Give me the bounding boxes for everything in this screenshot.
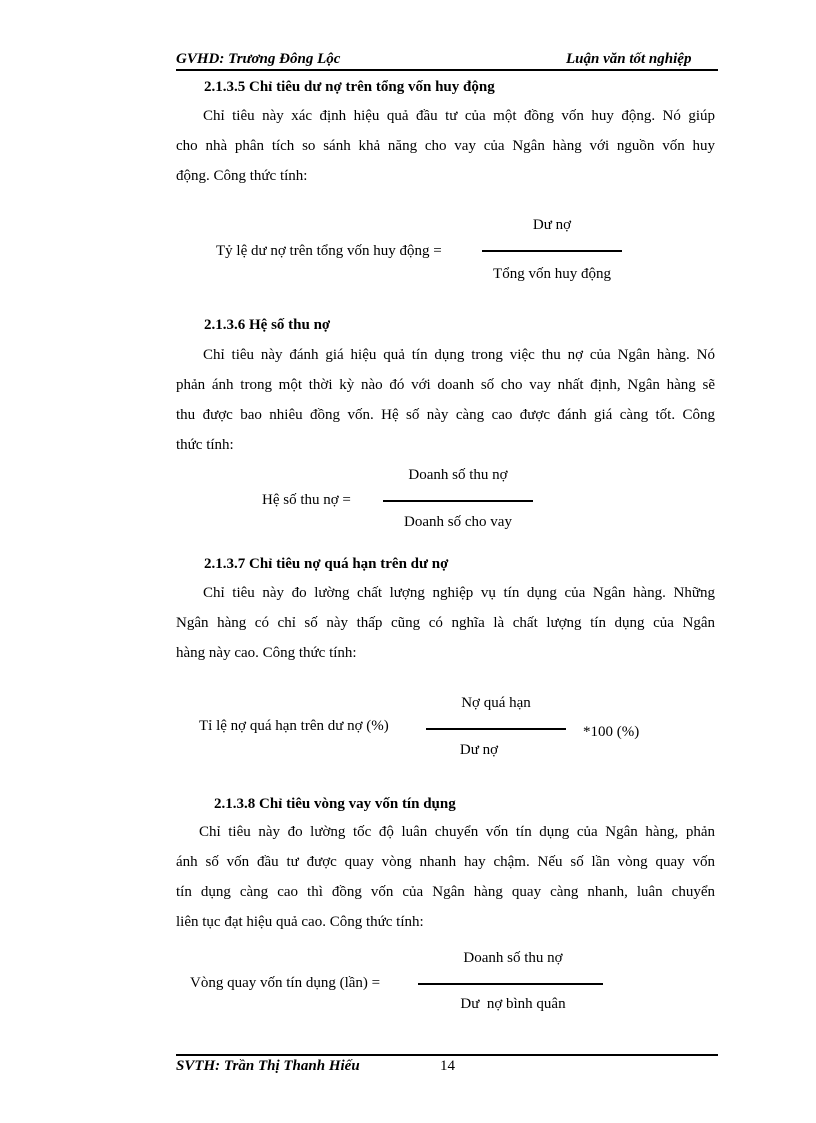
formula-lhs: Vòng quay vốn tín dụng (lần) = [190,975,381,991]
formula-denominator: Tổng vốn huy động [493,266,611,282]
fraction-bar [383,500,533,502]
formula-lhs: Tỉ lệ nợ quá hạn trên dư nợ (%) [199,718,389,734]
header-left: GVHD: Trương Đông Lộc [176,51,341,67]
paragraph-line: liên tục đạt hiệu quả cao. Công thức tính: [176,914,424,930]
footer-left: SVTH: Trần Thị Thanh Hiếu [176,1058,360,1074]
section-heading: 2.1.3.7 Chỉ tiêu nợ quá hạn trên dư nợ [204,556,449,572]
formula-denominator: Doanh số cho vay [404,514,512,530]
paragraph-line: Chỉ tiêu này đo lường chất lượng nghiệp vụ tín dụng của Ngân hàng. Những [203,585,715,601]
paragraph-line: Chỉ tiêu này đánh giá hiệu quả tín dụng trong việc thu nợ của Ngân hàng. Nó [203,347,715,363]
fraction-bar [426,728,566,730]
section-heading: 2.1.3.6 Hệ số thu nợ [204,317,331,333]
paragraph-line: phản ánh trong một thời kỳ nào đó với doanh số cho vay nhất định, Ngân hàng sẽ [176,377,715,393]
paragraph-line: Chỉ tiêu này xác định hiệu quả đầu tư của một đồng vốn huy động. Nó giúp [203,108,715,124]
formula-numerator: Nợ quá hạn [461,695,531,711]
paragraph-line: hàng này cao. Công thức tính: [176,645,357,661]
paragraph-line: tín dụng càng cao thì đồng vốn của Ngân hàng quay càng nhanh, luân chuyển [176,884,715,900]
header-rule [176,69,718,71]
paragraph-line: Ngân hàng có chỉ số này thấp cũng có nghĩa là chất lượng tín dụng của Ngân [176,615,715,631]
paragraph-line: ánh số vốn đầu tư được quay vòng nhanh hay chậm. Nếu số lần vòng quay vốn [176,854,715,870]
formula-numerator: Doanh số thu nợ [408,467,508,483]
header-right: Luận văn tốt nghiệp [566,51,692,67]
paragraph-line: thức tính: [176,437,234,453]
formula-numerator: Dư nợ [532,217,572,233]
fraction-bar [418,983,603,985]
paragraph-line: thu được bao nhiêu đồng vốn. Hệ số này càng cao được đánh giá càng tốt. Công [176,407,715,423]
formula-lhs: Tỷ lệ dư nợ trên tổng vốn huy động = [216,243,442,259]
formula-suffix: *100 (%) [583,724,640,740]
footer-rule [176,1054,718,1056]
paragraph-line: cho nhà phân tích so sánh khả năng cho vay của Ngân hàng với nguồn vốn huy [176,138,715,154]
paragraph-line: động. Công thức tính: [176,168,308,184]
paragraph-line: Chỉ tiêu này đo lường tốc độ luân chuyển vốn tín dụng của Ngân hàng, phản [199,824,715,840]
formula-denominator: Dư nợ [459,742,499,758]
formula-lhs: Hệ số thu nợ = [262,492,351,508]
page-number: 14 [440,1058,455,1074]
formula-numerator: Doanh số thu nợ [463,950,563,966]
fraction-bar [482,250,622,252]
section-heading: 2.1.3.8 Chỉ tiêu vòng vay vốn tín dụng [214,796,456,812]
section-heading: 2.1.3.5 Chỉ tiêu dư nợ trên tổng vốn huy động [204,79,495,95]
formula-denominator: Dư nợ bình quân [460,996,566,1012]
